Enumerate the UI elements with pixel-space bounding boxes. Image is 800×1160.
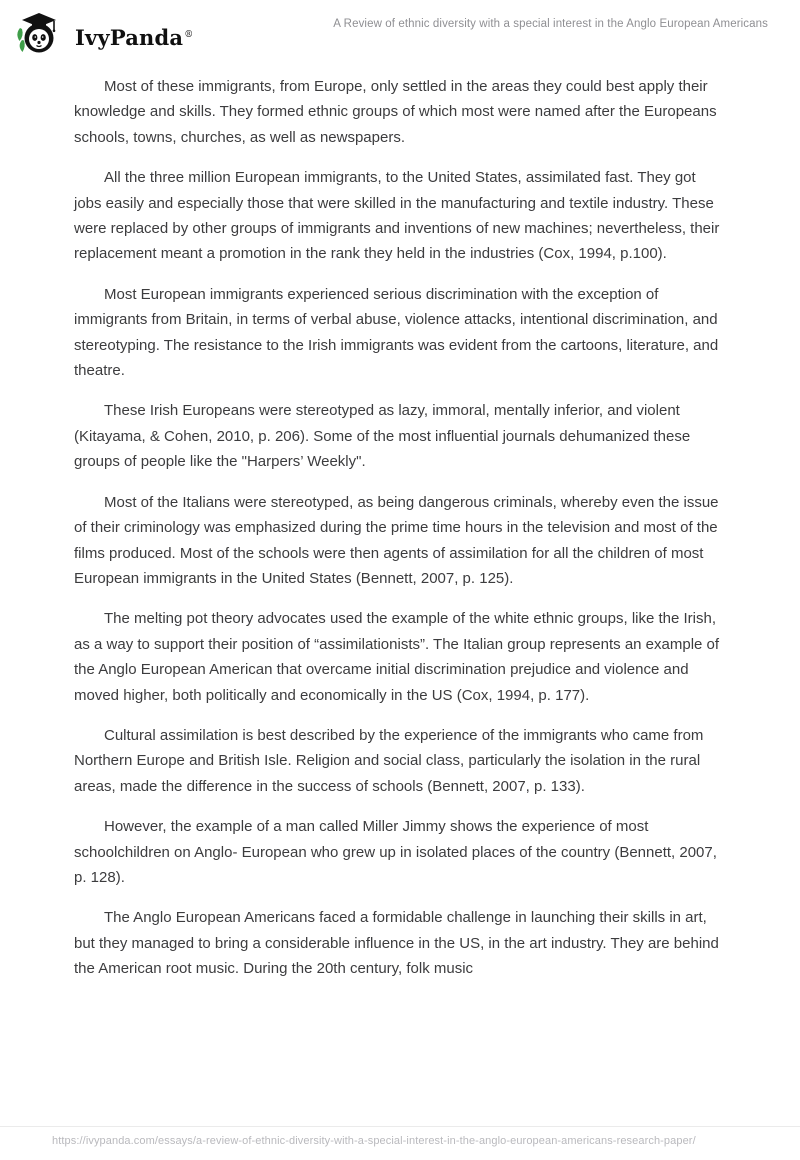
registered-mark: ® <box>184 29 194 40</box>
essay-paragraph: Cultural assimilation is best described by the experience of the immigrants who came from Northern Europe and British Isle. Religion and social class, particularly the isolation in the rural areas, made the difference in the success of schools (Bennett, 2007, p. 133). <box>74 726 704 795</box>
essay-body <box>0 62 800 982</box>
essay-paragraph: Most of the Italians were stereotyped, as being dangerous criminals, whereby even the issue of their criminology was emphasized during the prime time hours in the television and most of the films produced. Most of the schools were then agents of assimilation for all the children of most European immigrants in the United States (Bennett, 2007, p. 125). <box>74 493 719 587</box>
source-url: https://ivypanda.com/essays/a-review-of-ethnic-diversity-with-a-special-interest-in-the-anglo-european-americans-research-paper/ <box>52 1135 696 1147</box>
ivypanda-logo[interactable] <box>13 9 193 57</box>
essay-paragraph: These Irish Europeans were stereotyped as lazy, immoral, mentally inferior, and violent (Kitayama, & Cohen, 2010, p. 206). Some of the most influential journals dehumanized these groups of people like the "Harpers’ Weekly". <box>74 402 691 471</box>
essay-paragraph: However, the example of a man called Miller Jimmy shows the experience of most schoolchildren on Anglo- European who grew up in isolated places of the country (Bennett, 2007, p. 128). <box>74 818 717 886</box>
essay-paragraph: The Anglo European Americans faced a formidable challenge in launching their skills in art, but they managed to bring a considerable influence in the US, in the art industry. They are behind the American root music. During the 20th century, folk music <box>74 909 719 978</box>
essay-paragraph: All the three million European immigrants, to the United States, assimilated fast. They got jobs easily and especially those that were skilled in the manufacturing and textile industry. These were replaced by other groups of immigrants and inventions of new machines; nevertheless, their replacement meant a promotion in the rank they held in the industries (Cox, 1994, p.100). <box>74 169 720 263</box>
essay-paragraph: Most of these immigrants, from Europe, only settled in the areas they could best apply their knowledge and skills. They formed ethnic groups of which most were named after the Europeans schools, towns, churches, as well as newspapers. <box>74 78 717 146</box>
page-header <box>0 0 800 62</box>
brand-wordmark: IvyPanda® <box>75 24 194 50</box>
document-title: A Review of ethnic diversity with a special interest in the Anglo European Americans <box>333 18 768 30</box>
ivypanda-panda-icon <box>13 9 61 57</box>
page-footer <box>0 1126 800 1160</box>
essay-paragraph: Most European immigrants experienced serious discrimination with the exception of immigrants from Britain, in terms of verbal abuse, violence attacks, intentional discrimination, and stereotyping. The resistance to the Irish immigrants was evident from the cartoons, literature, and theatre. <box>74 285 719 380</box>
essay-paragraph: The melting pot theory advocates used the example of the white ethnic groups, like the Irish, as a way to support their position of “assimilationists”. The Italian group represents an example of the Anglo European American that overcame initial discrimination prejudice and violence and moved higher, both politically and economically in the US (Cox, 1994, p. 177). <box>74 610 720 704</box>
